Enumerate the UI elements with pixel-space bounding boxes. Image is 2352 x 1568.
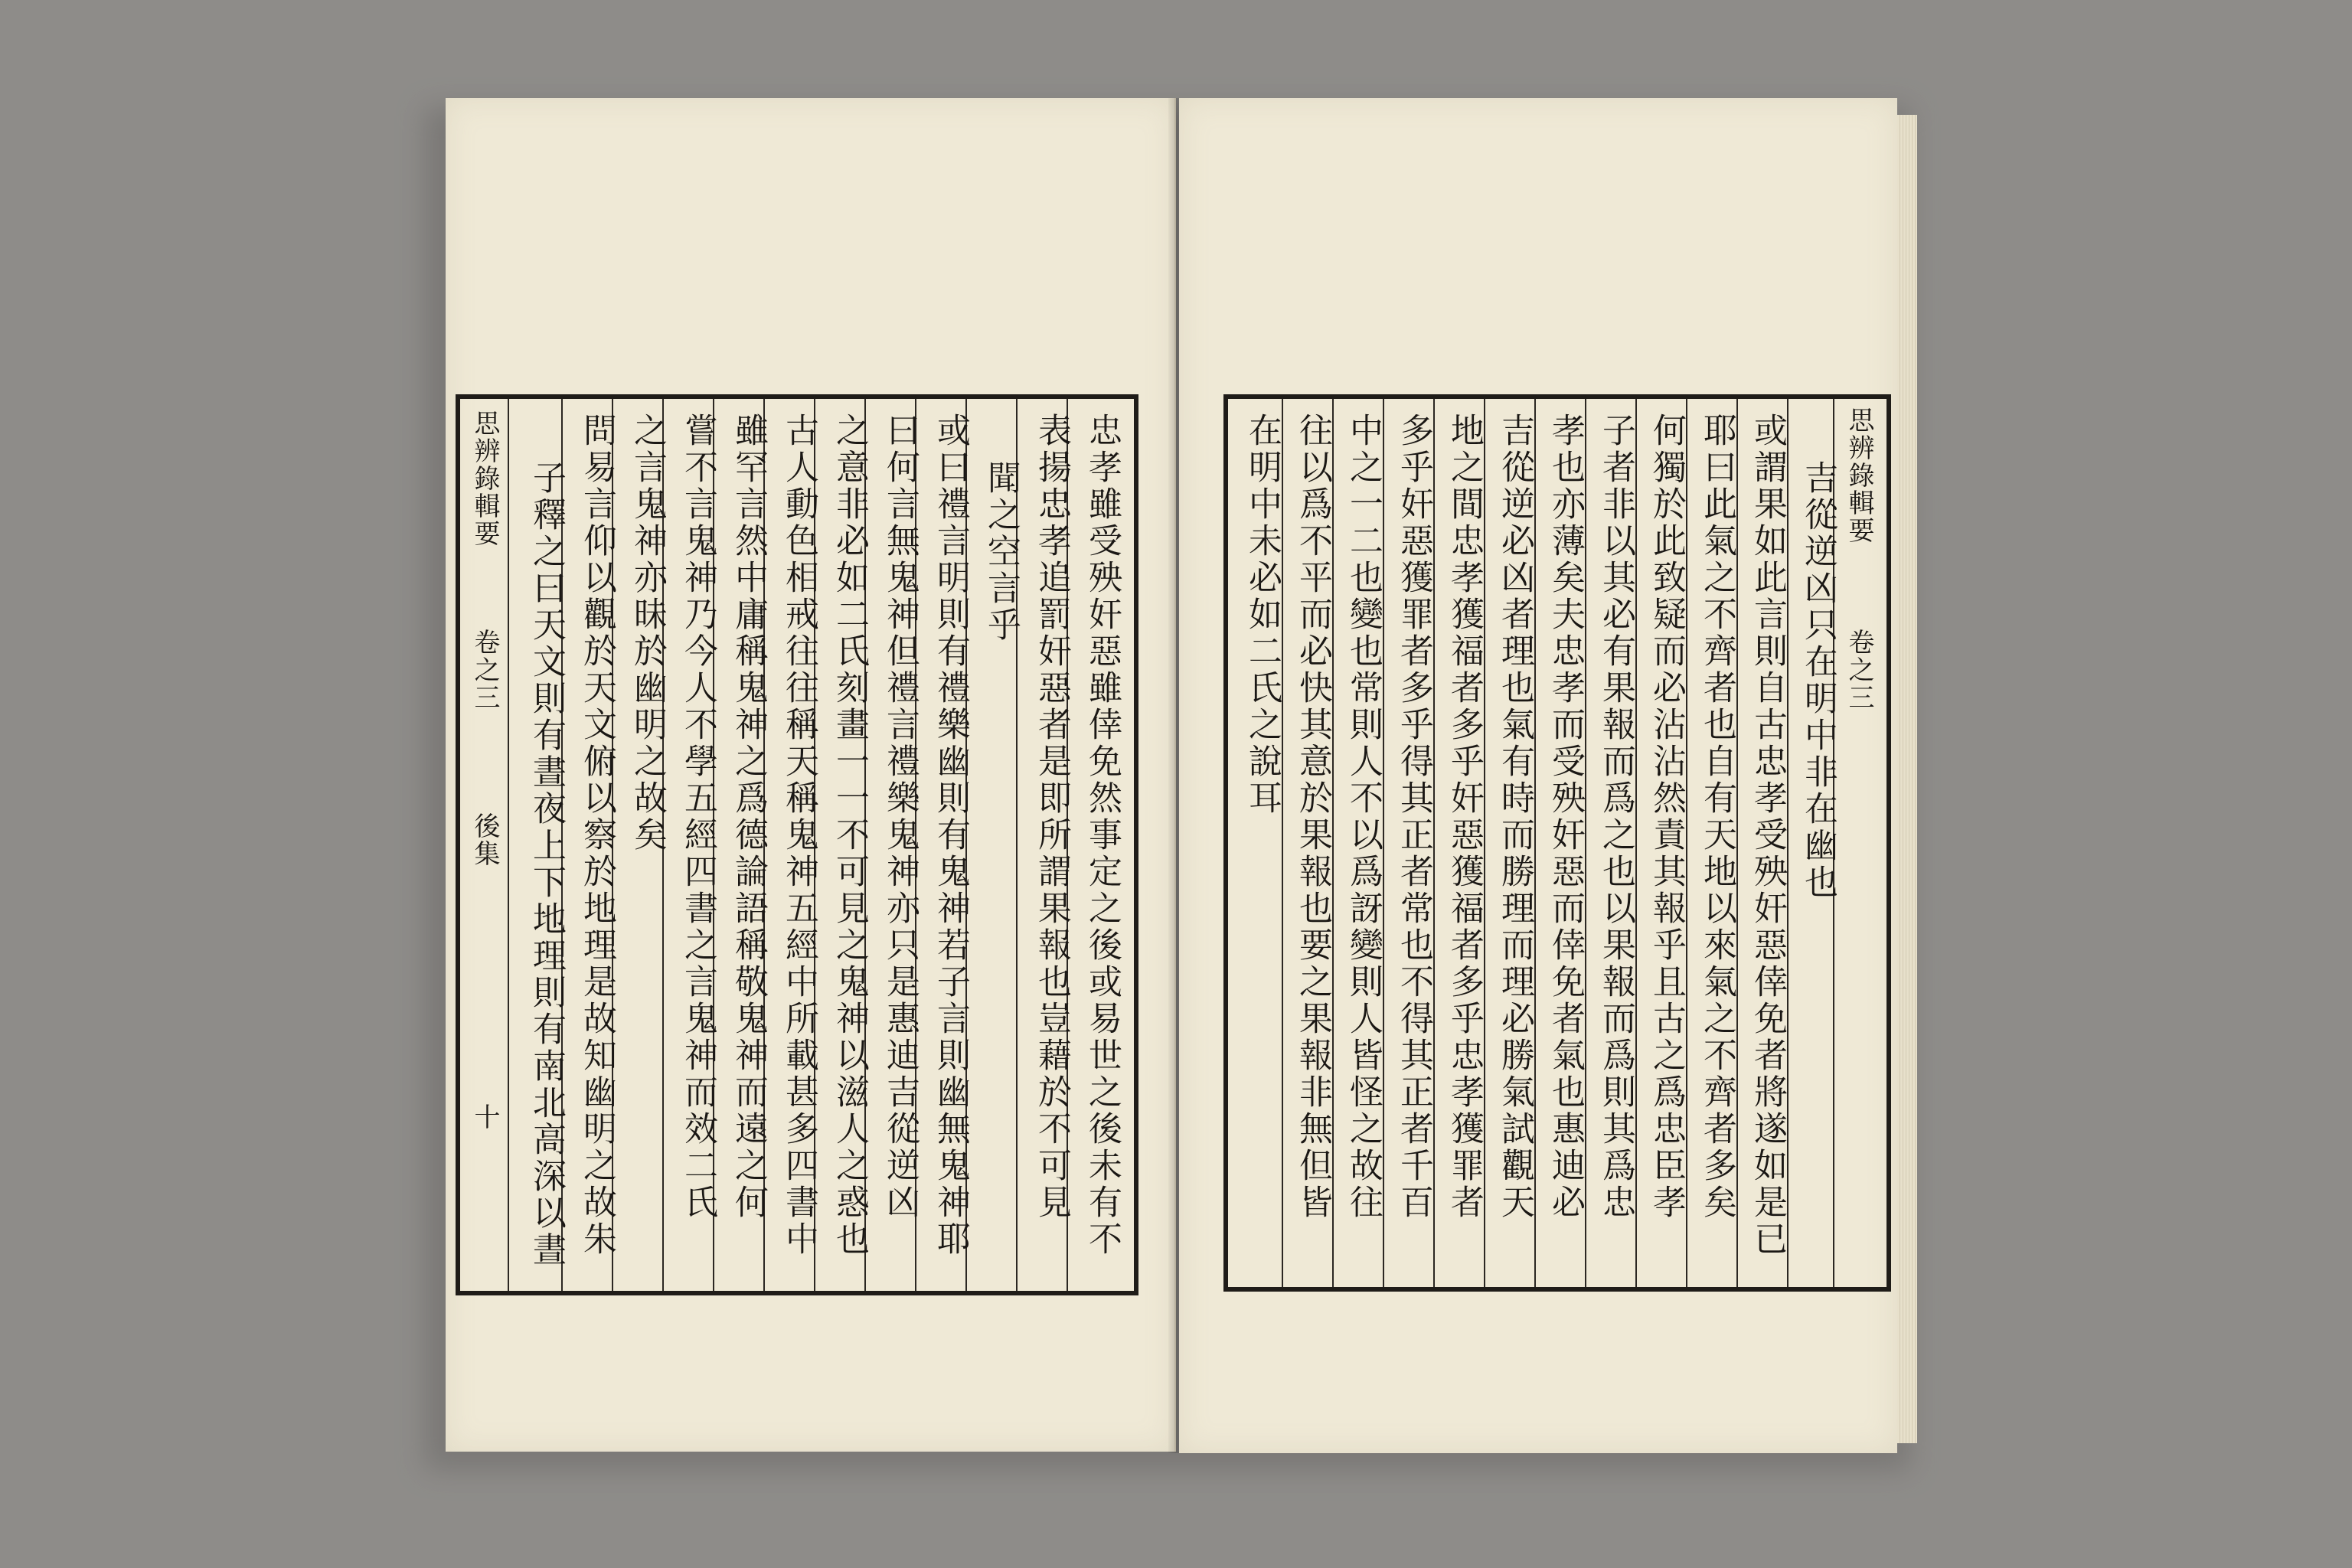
right-column-4: 何獨於此致疑而必沾沾然責其報乎且古之爲忠臣孝 bbox=[1647, 413, 1686, 1221]
left-column-4: 或曰禮言明則有禮樂幽則有鬼神若子言則幽無鬼神耶 bbox=[931, 413, 970, 1258]
right-column-7: 吉從逆必凶者理也氣有時而勝理而理必勝氣試觀天 bbox=[1495, 413, 1534, 1221]
left-margin-part: 後集 bbox=[469, 812, 500, 867]
right-column-12: 在明中未必如二氏之說耳 bbox=[1243, 413, 1282, 817]
right-column-11: 往以爲不平而必快其意於果報也要之果報非無但皆 bbox=[1293, 413, 1332, 1221]
left-fold-line bbox=[508, 399, 509, 1291]
left-margin-volume: 卷之三 bbox=[469, 629, 500, 711]
right-column-5: 子者非以其必有果報而爲之也以果報而爲則其爲忠 bbox=[1596, 413, 1635, 1221]
page-edges bbox=[1897, 115, 1917, 1443]
left-column-3: 聞之空言乎 bbox=[982, 460, 1021, 644]
left-text-frame bbox=[456, 394, 1138, 1295]
left-margin-title: 思辨錄輯要 bbox=[469, 410, 500, 547]
right-margin-volume: 卷之三 bbox=[1844, 629, 1874, 711]
left-column-2: 表揚忠孝追罰奸惡者是即所謂果報也豈藉於不可見 bbox=[1032, 413, 1071, 1221]
left-column-9: 嘗不言鬼神乃今人不學五經四書之言鬼神而效二氏 bbox=[678, 413, 717, 1221]
left-column-12: 子釋之曰天文則有晝夜上下地理則有南北高深以晝 bbox=[527, 460, 566, 1269]
right-margin-title: 思辨錄輯要 bbox=[1844, 407, 1874, 544]
left-column-11: 問易言仰以觀於天文俯以察於地理是故知幽明之故朱 bbox=[577, 413, 616, 1258]
right-column-10: 中之一二也變也常則人不以爲訝變則人皆怪之故往 bbox=[1344, 413, 1383, 1221]
left-column-7: 古人動色相戒往往稱天稱鬼神五經中所載甚多四書中 bbox=[779, 413, 818, 1258]
left-column-8: 雖罕言然中庸稱鬼神之爲德論語稱敬鬼神而遠之何 bbox=[729, 413, 768, 1221]
right-text-frame bbox=[1223, 394, 1891, 1292]
right-column-3: 耶曰此氣之不齊者也自有天地以來氣之不齊者多矣 bbox=[1697, 413, 1736, 1221]
left-column-6: 之意非必如二氏刻畫一一不可見之鬼神以滋人之惑也 bbox=[830, 413, 869, 1258]
left-column-10: 之言鬼神亦昧於幽明之故矣 bbox=[628, 413, 667, 854]
left-margin-page-number: 十 bbox=[469, 1103, 500, 1131]
right-column-8: 地之間忠孝獲福者多乎奸惡獲福者多乎忠孝獲罪者 bbox=[1445, 413, 1484, 1221]
right-column-2: 或謂果如此言則自古忠孝受殃奸惡倖免者將遂如是已 bbox=[1748, 413, 1787, 1258]
left-column-5: 曰何言無鬼神但禮言禮樂鬼神亦只是惠迪吉從逆凶 bbox=[880, 413, 920, 1221]
left-column-1: 忠孝雖受殃奸惡雖倖免然事定之後或易世之後未有不 bbox=[1083, 413, 1122, 1258]
right-column-6: 孝也亦薄矣夫忠孝而受殃奸惡而倖免者氣也惠迪必 bbox=[1546, 413, 1585, 1221]
right-column-9: 多乎奸惡獲罪者多乎得其正者常也不得其正者千百 bbox=[1394, 413, 1433, 1221]
right-column-1: 吉從逆凶只在明中非在幽也 bbox=[1798, 460, 1838, 901]
